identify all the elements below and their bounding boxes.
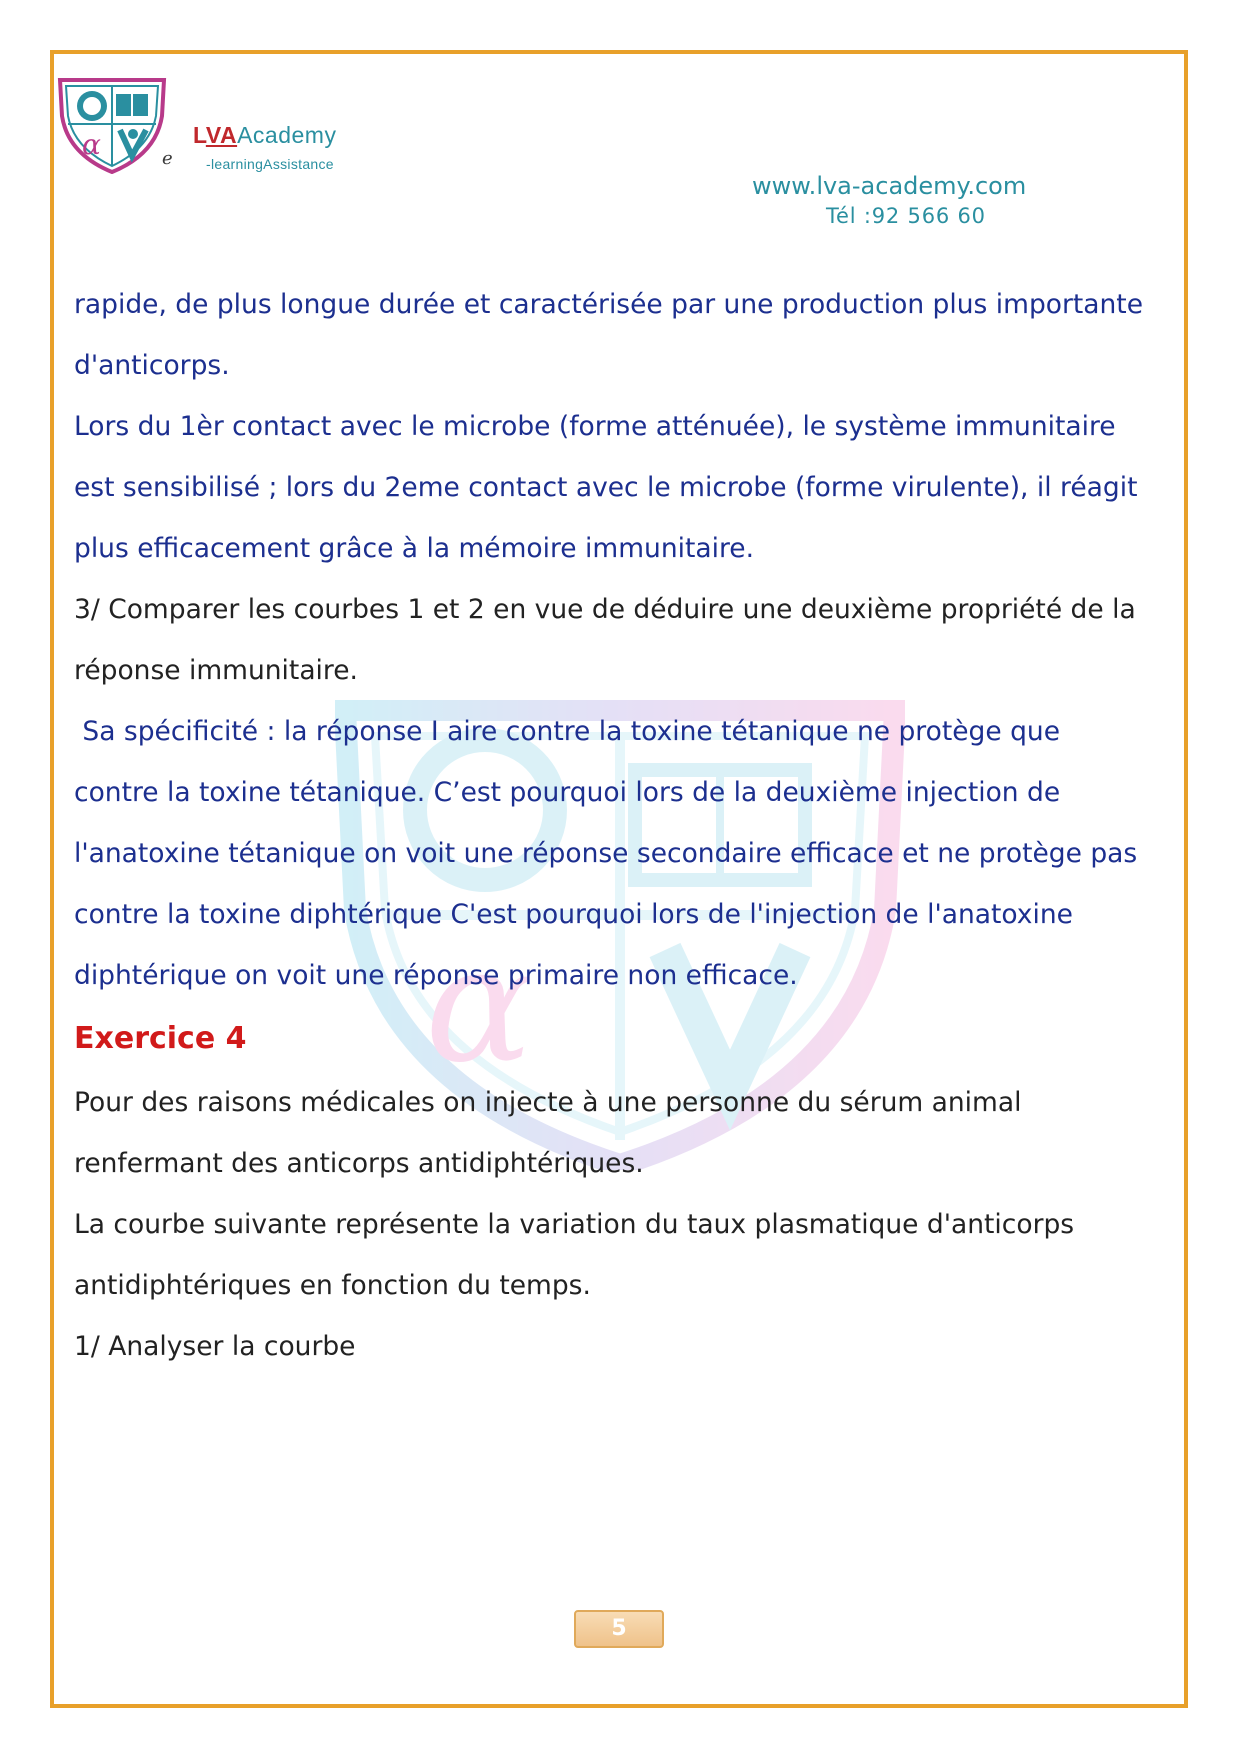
answer-line: l'anatoxine tétanique on voit une réponse secondaire efficace et ne protège pas (74, 838, 1138, 869)
answer-line: rapide, de plus longue durée et caractérisée par une production plus importante (74, 289, 1143, 320)
exercise-line: 1/ Analyser la courbe (74, 1331, 356, 1362)
exercise-line: La courbe suivante représente la variation du taux plasmatique d'anticorps (74, 1209, 1075, 1240)
exercise-line: antidiphtériques en fonction du temps. (74, 1270, 591, 1301)
exercise-line: Pour des raisons médicales on injecte à une personne du sérum animal (74, 1087, 1022, 1118)
shield-logo-icon (56, 76, 168, 174)
question-line: réponse immunitaire. (74, 655, 358, 686)
svg-text:α: α (425, 911, 534, 1098)
svg-text:α: α (82, 128, 101, 161)
website-link[interactable]: www.lva-academy.com (752, 172, 1027, 200)
exercise-line: renfermant des anticorps antidiphtériques. (74, 1148, 644, 1179)
answer-line: Lors du 1èr contact avec le microbe (forme atténuée), le système immunitaire (74, 411, 1116, 442)
answer-line: contre la toxine diphtérique C'est pourquoi lors de l'injection de l'anatoxine (74, 899, 1073, 930)
exercise-heading: Exercice 4 (74, 1021, 247, 1056)
brand-name: LVAAcademy (193, 122, 337, 148)
phone-number: Tél :92 566 60 (826, 204, 986, 228)
brand-e-mark: e (162, 148, 173, 169)
answer-line: contre la toxine tétanique. C’est pourquoi lors de la deuxième injection de (74, 777, 1061, 808)
answer-line: diphtérique on voit une réponse primaire non efficace. (74, 960, 798, 991)
brand-tagline: -learningAssistance (206, 156, 334, 172)
question-line: 3/ Comparer les courbes 1 et 2 en vue de déduire une deuxième propriété de la (74, 594, 1136, 625)
document-body (74, 274, 1174, 1377)
page-number: 5 (574, 1610, 664, 1648)
answer-line: est sensibilisé ; lors du 2eme contact avec le microbe (forme virulente), il réagit (74, 472, 1138, 503)
answer-line: plus efficacement grâce à la mémoire immunitaire. (74, 533, 755, 564)
answer-line: Sa spécificité : la réponse I aire contre la toxine tétanique ne protège que (74, 716, 1060, 747)
answer-line: d'anticorps. (74, 350, 230, 381)
